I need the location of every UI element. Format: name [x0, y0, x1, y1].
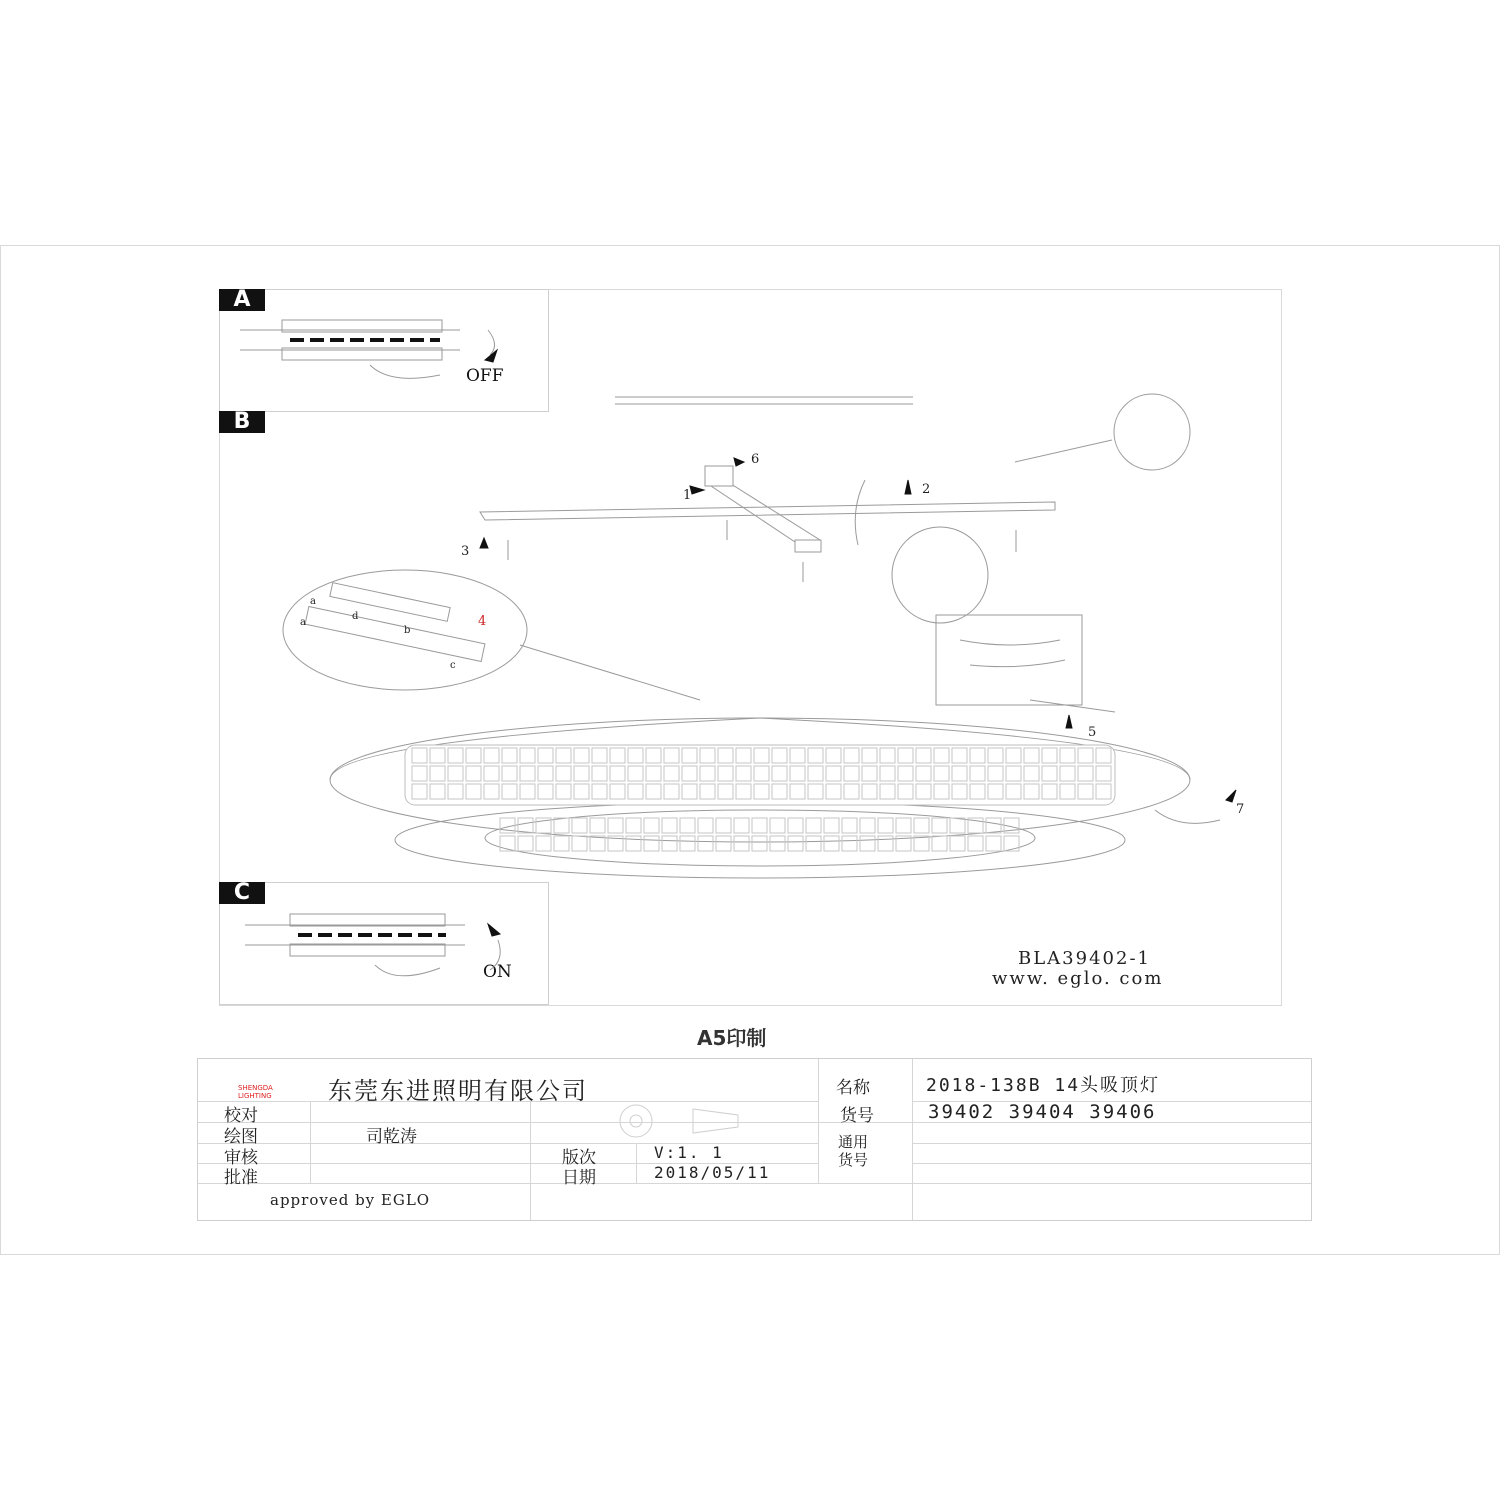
crystal-tile [734, 836, 749, 851]
crystal-tile [986, 836, 1001, 851]
arrow-6-icon [734, 458, 744, 466]
crystal-tile [806, 836, 821, 851]
crystal-tile [716, 836, 731, 851]
crystal-tile [680, 836, 695, 851]
hand-7 [1155, 810, 1220, 823]
crystal-tile [950, 818, 965, 833]
sub-callout-a2: a [300, 617, 306, 628]
sub-callout-b: b [404, 625, 411, 636]
wire-detail [892, 527, 1082, 705]
sub-callout-c: c [450, 660, 456, 671]
title-block [197, 1058, 1312, 1221]
name-value: 2018-138B 14头吸顶灯 [926, 1075, 1161, 1096]
switch-off-label: OFF [466, 366, 504, 386]
arrow-3-icon [480, 538, 488, 548]
arrow-7-icon [1226, 790, 1236, 802]
arrow-2-icon [905, 480, 911, 494]
crystal-tile [518, 818, 533, 833]
crystal-tile [572, 818, 587, 833]
crystal-tile [698, 836, 713, 851]
crystal-tile [968, 836, 983, 851]
crystal-tile [752, 818, 767, 833]
crystal-tile [734, 818, 749, 833]
crystal-tile [932, 818, 947, 833]
crystal-tile [878, 818, 893, 833]
name-label: 名称 [836, 1078, 870, 1098]
crystal-tile [842, 818, 857, 833]
crystal-tile [536, 836, 551, 851]
sub-callout-a1: a [310, 596, 316, 607]
panel-b-tag: B [219, 411, 265, 433]
website: www. eglo. com [992, 968, 1164, 989]
terminal-block-c [245, 914, 500, 976]
crystal-tile [896, 818, 911, 833]
check-label: 校对 [224, 1106, 258, 1126]
callout-5: 5 [1088, 725, 1097, 740]
crystal-tile [824, 818, 839, 833]
logo-icon [242, 1063, 262, 1071]
callout-6: 6 [751, 452, 760, 467]
mounting-bracket [480, 394, 1190, 582]
item-value: 39402 39404 39406 [928, 1101, 1157, 1123]
lamp-body [330, 718, 1190, 878]
crystal-tile [716, 818, 731, 833]
detail-circle-4 [283, 570, 700, 700]
item-label: 货号 [840, 1106, 874, 1126]
callout-4: 4 [478, 614, 487, 629]
crystal-tile [554, 836, 569, 851]
crystal-tile [914, 818, 929, 833]
crystal-tile [644, 836, 659, 851]
crystal-tile [644, 818, 659, 833]
crystal-tile [878, 836, 893, 851]
company-name: 东莞东进照明有限公司 [328, 1077, 588, 1105]
crystal-tile [770, 836, 785, 851]
crystal-tile [986, 818, 1001, 833]
version-label: 版次 [562, 1148, 596, 1168]
logo-text: SHENGDA LIGHTING [238, 1084, 273, 1100]
crystal-tile [824, 836, 839, 851]
version-value: V:1. 1 [654, 1143, 724, 1162]
model-code: BLA39402-1 [1018, 948, 1151, 969]
crystal-tile [608, 818, 623, 833]
crystal-tile [752, 836, 767, 851]
crystal-tile [788, 818, 803, 833]
crystal-tile [770, 818, 785, 833]
switch-on-label: ON [483, 962, 512, 982]
crystal-tile [518, 836, 533, 851]
crystal-tile [1004, 836, 1019, 851]
crystal-tile [842, 836, 857, 851]
callout-7: 7 [1236, 802, 1245, 817]
crystal-tile [626, 836, 641, 851]
crystal-tile [788, 836, 803, 851]
ceiling-hatch [615, 397, 913, 404]
crystal-tile [590, 818, 605, 833]
on-arrow-icon [488, 924, 500, 936]
crystal-tile [680, 818, 695, 833]
panel-a-tag: A [219, 289, 265, 311]
crystal-tile [662, 836, 677, 851]
lamp-symbol-icon [598, 1103, 758, 1139]
date-value: 2018/05/11 [654, 1163, 771, 1182]
crystal-tile [572, 836, 587, 851]
sub-callout-d: d [352, 611, 359, 622]
crystal-tile [806, 818, 821, 833]
crystal-tile [932, 836, 947, 851]
arrow-1-icon [690, 486, 704, 494]
crystal-tile [860, 818, 875, 833]
general-item-label-1: 通用 [838, 1133, 869, 1151]
callout-2: 2 [922, 482, 931, 497]
off-arrow-icon [485, 350, 497, 362]
approve-label: 批准 [224, 1168, 258, 1188]
review-label: 审核 [224, 1148, 258, 1168]
panel-c-tag: C [219, 882, 265, 904]
draw-label: 绘图 [224, 1127, 258, 1147]
crystal-tile [662, 818, 677, 833]
crystal-tile [698, 818, 713, 833]
print-format: A5印制 [697, 1026, 767, 1050]
general-item-label-2: 货号 [838, 1151, 869, 1169]
approved-by: approved by EGLO [270, 1191, 431, 1209]
arrow-5-icon [1066, 715, 1072, 728]
crystal-tile [554, 818, 569, 833]
crystal-tile [626, 818, 641, 833]
arrow-5-line [1030, 700, 1115, 712]
terminal-block-a [240, 320, 495, 378]
draw-value: 司乾涛 [366, 1127, 417, 1147]
crystal-grid-inner [500, 818, 1019, 851]
callout-3: 3 [461, 544, 470, 559]
callout-1: 1 [683, 488, 692, 503]
crystal-tile [950, 836, 965, 851]
date-label: 日期 [562, 1168, 596, 1188]
crystal-tile [860, 836, 875, 851]
